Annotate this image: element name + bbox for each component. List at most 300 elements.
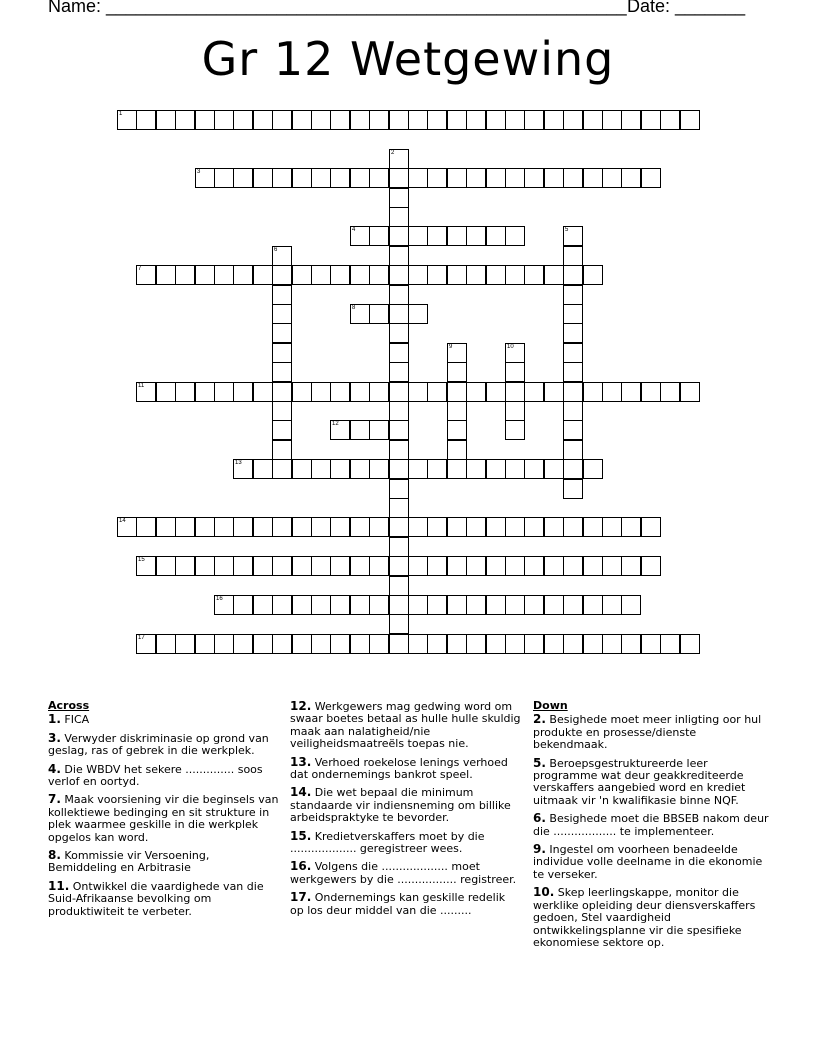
crossword-cell[interactable] [602,595,622,615]
crossword-cell[interactable] [272,634,292,654]
crossword-cell[interactable] [253,517,273,537]
crossword-cell[interactable] [369,110,389,130]
crossword-cell[interactable] [233,634,253,654]
crossword-cell[interactable] [389,420,409,440]
crossword-cell[interactable] [447,459,467,479]
crossword-cell[interactable] [175,382,195,402]
crossword-cell[interactable] [544,556,564,576]
crossword-cell[interactable] [136,110,156,130]
crossword-cell[interactable] [427,226,447,246]
crossword-cell[interactable] [330,459,350,479]
crossword-cell[interactable] [214,382,234,402]
crossword-cell[interactable] [563,556,583,576]
crossword-cell[interactable] [292,265,312,285]
crossword-cell[interactable] [389,537,409,557]
crossword-cell[interactable] [486,517,506,537]
crossword-cell[interactable] [505,459,525,479]
crossword-cell[interactable] [486,382,506,402]
crossword-cell[interactable] [583,110,603,130]
crossword-cell[interactable] [389,246,409,266]
crossword-cell[interactable] [311,556,331,576]
crossword-cell[interactable] [447,362,467,382]
crossword-cell[interactable] [544,595,564,615]
crossword-cell[interactable] [350,110,370,130]
crossword-cell[interactable] [563,285,583,305]
crossword-cell[interactable] [427,265,447,285]
crossword-cell[interactable] [466,226,486,246]
crossword-cell[interactable] [253,168,273,188]
crossword-cell[interactable] [486,595,506,615]
crossword-cell[interactable] [272,323,292,343]
crossword-cell[interactable] [292,459,312,479]
crossword-cell[interactable] [214,110,234,130]
crossword-cell[interactable] [563,362,583,382]
crossword-cell[interactable] [330,556,350,576]
crossword-cell[interactable] [408,595,428,615]
crossword-cell[interactable] [563,517,583,537]
crossword-cell[interactable] [330,517,350,537]
crossword-cell[interactable] [486,265,506,285]
crossword-cell[interactable] [233,556,253,576]
crossword-cell[interactable] [195,634,215,654]
crossword-cell[interactable] [253,110,273,130]
crossword-cell[interactable] [621,517,641,537]
crossword-cell[interactable] [680,382,700,402]
crossword-cell[interactable] [330,595,350,615]
crossword-cell[interactable] [466,459,486,479]
crossword-cell[interactable] [583,517,603,537]
crossword-cell[interactable] [447,382,467,402]
crossword-cell[interactable] [427,595,447,615]
crossword-cell[interactable] [563,401,583,421]
crossword-cell[interactable] [486,226,506,246]
crossword-cell[interactable] [369,459,389,479]
crossword-cell[interactable] [369,595,389,615]
crossword-cell[interactable] [505,110,525,130]
crossword-cell[interactable] [350,168,370,188]
crossword-cell[interactable] [272,556,292,576]
crossword-cell[interactable] [389,614,409,634]
crossword-cell[interactable] [389,556,409,576]
crossword-cell[interactable] [621,634,641,654]
crossword-cell[interactable] [621,110,641,130]
crossword-cell[interactable] [427,556,447,576]
crossword-cell[interactable] [233,459,253,479]
crossword-cell[interactable] [641,556,661,576]
crossword-cell[interactable] [389,110,409,130]
crossword-cell[interactable] [253,265,273,285]
crossword-cell[interactable] [272,343,292,363]
crossword-cell[interactable] [253,634,273,654]
crossword-cell[interactable] [369,556,389,576]
crossword-cell[interactable] [233,517,253,537]
crossword-cell[interactable] [583,265,603,285]
crossword-cell[interactable] [175,634,195,654]
crossword-cell[interactable] [505,362,525,382]
crossword-cell[interactable] [389,168,409,188]
crossword-cell[interactable] [292,556,312,576]
crossword-cell[interactable] [447,556,467,576]
crossword-cell[interactable] [524,634,544,654]
crossword-cell[interactable] [641,382,661,402]
crossword-cell[interactable] [563,168,583,188]
crossword-cell[interactable] [447,517,467,537]
crossword-cell[interactable] [195,517,215,537]
crossword-cell[interactable] [156,556,176,576]
clue-number: 5 [565,227,569,233]
crossword-cell[interactable] [117,517,137,537]
crossword-cell[interactable] [311,382,331,402]
crossword-cell[interactable] [408,634,428,654]
crossword-cell[interactable] [350,517,370,537]
crossword-cell[interactable] [447,226,467,246]
crossword-cell[interactable] [195,168,215,188]
crossword-cell[interactable] [233,168,253,188]
crossword-cell[interactable] [660,382,680,402]
crossword-cell[interactable] [389,517,409,537]
crossword-cell[interactable] [447,440,467,460]
crossword-cell[interactable] [214,517,234,537]
crossword-cell[interactable] [544,517,564,537]
crossword-cell[interactable] [156,110,176,130]
crossword-cell[interactable] [175,556,195,576]
crossword-cell[interactable] [447,420,467,440]
crossword-cell[interactable] [660,110,680,130]
crossword-cell[interactable] [544,110,564,130]
crossword-cell[interactable] [544,382,564,402]
crossword-cell[interactable] [311,265,331,285]
crossword-cell[interactable] [369,168,389,188]
crossword-cell[interactable] [563,420,583,440]
crossword-cell[interactable] [505,168,525,188]
crossword-cell[interactable] [544,459,564,479]
crossword-cell[interactable] [563,382,583,402]
crossword-cell[interactable] [389,440,409,460]
crossword-cell[interactable] [641,517,661,537]
crossword-cell[interactable] [524,459,544,479]
crossword-cell[interactable] [272,595,292,615]
crossword-cell[interactable] [408,168,428,188]
crossword-cell[interactable] [311,634,331,654]
crossword-cell[interactable] [466,556,486,576]
crossword-cell[interactable] [330,110,350,130]
crossword-cell[interactable] [505,420,525,440]
crossword-cell[interactable] [272,168,292,188]
crossword-cell[interactable] [563,634,583,654]
crossword-cell[interactable] [602,110,622,130]
crossword-cell[interactable] [389,343,409,363]
crossword-cell[interactable] [486,168,506,188]
crossword-cell[interactable] [117,110,137,130]
crossword-cell[interactable] [389,207,409,227]
crossword-cell[interactable] [292,595,312,615]
crossword-cell[interactable] [641,168,661,188]
crossword-cell[interactable] [292,168,312,188]
crossword-cell[interactable] [350,265,370,285]
clue-item [290,700,522,751]
crossword-cell[interactable] [486,459,506,479]
crossword-cell[interactable] [505,265,525,285]
crossword-cell[interactable] [389,382,409,402]
crossword-cell[interactable] [272,382,292,402]
crossword-cell[interactable] [389,285,409,305]
crossword-cell[interactable] [544,168,564,188]
crossword-cell[interactable] [272,362,292,382]
crossword-cell[interactable] [369,226,389,246]
crossword-cell[interactable] [272,304,292,324]
crossword-cell[interactable] [602,517,622,537]
crossword-cell[interactable] [408,265,428,285]
crossword-cell[interactable] [214,634,234,654]
crossword-cell[interactable] [195,265,215,285]
crossword-cell[interactable] [408,304,428,324]
crossword-cell[interactable] [330,420,350,440]
crossword-cell[interactable] [505,401,525,421]
crossword-cell[interactable] [602,556,622,576]
crossword-cell[interactable] [505,382,525,402]
clue-number: 16 [216,596,223,602]
crossword-cell[interactable] [214,168,234,188]
crossword-cell[interactable] [175,265,195,285]
crossword-cell[interactable] [427,517,447,537]
crossword-cell[interactable] [602,382,622,402]
crossword-cell[interactable] [427,382,447,402]
crossword-cell[interactable] [292,382,312,402]
crossword-cell[interactable] [563,459,583,479]
crossword-cell[interactable] [311,459,331,479]
crossword-cell[interactable] [486,110,506,130]
crossword-cell[interactable] [350,459,370,479]
crossword-cell[interactable] [389,149,409,169]
crossword-cell[interactable] [447,168,467,188]
crossword-cell[interactable] [544,634,564,654]
crossword-cell[interactable] [369,382,389,402]
crossword-cell[interactable] [563,246,583,266]
crossword-cell[interactable] [214,556,234,576]
crossword-cell[interactable] [408,226,428,246]
crossword-cell[interactable] [233,265,253,285]
crossword-cell[interactable] [233,382,253,402]
crossword-cell[interactable] [389,401,409,421]
crossword-cell[interactable] [292,634,312,654]
crossword-cell[interactable] [466,634,486,654]
crossword-cell[interactable] [408,382,428,402]
crossword-cell[interactable] [621,556,641,576]
crossword-cell[interactable] [466,517,486,537]
crossword-cell[interactable] [369,634,389,654]
crossword-cell[interactable] [389,362,409,382]
crossword-cell[interactable] [369,304,389,324]
crossword-cell[interactable] [369,265,389,285]
crossword-cell[interactable] [602,168,622,188]
crossword-cell[interactable] [466,110,486,130]
crossword-cell[interactable] [602,634,622,654]
crossword-cell[interactable] [505,595,525,615]
crossword-cell[interactable] [583,595,603,615]
crossword-cell[interactable] [311,595,331,615]
crossword-cell[interactable] [524,382,544,402]
crossword-cell[interactable] [311,517,331,537]
crossword-cell[interactable] [389,304,409,324]
crossword-cell[interactable] [563,304,583,324]
crossword-cell[interactable] [621,168,641,188]
crossword-cell[interactable] [156,517,176,537]
crossword-cell[interactable] [272,517,292,537]
crossword-cell[interactable] [408,110,428,130]
crossword-cell[interactable] [583,382,603,402]
crossword-cell[interactable] [272,401,292,421]
crossword-cell[interactable] [253,382,273,402]
crossword-cell[interactable] [272,420,292,440]
crossword-cell[interactable] [195,382,215,402]
crossword-cell[interactable] [408,556,428,576]
crossword-cell[interactable] [175,110,195,130]
crossword-cell[interactable] [563,479,583,499]
crossword-cell[interactable] [136,517,156,537]
crossword-cell[interactable] [136,634,156,654]
crossword-cell[interactable] [408,517,428,537]
crossword-cell[interactable] [466,382,486,402]
crossword-cell[interactable] [156,634,176,654]
crossword-cell[interactable] [505,226,525,246]
crossword-cell[interactable] [369,517,389,537]
crossword-cell[interactable] [447,634,467,654]
crossword-cell[interactable] [447,595,467,615]
crossword-cell[interactable] [524,265,544,285]
crossword-cell[interactable] [660,634,680,654]
crossword-cell[interactable] [272,246,292,266]
crossword-cell[interactable] [369,420,389,440]
crossword-cell[interactable] [136,382,156,402]
crossword-cell[interactable] [524,168,544,188]
crossword-cell[interactable] [214,595,234,615]
crossword-cell[interactable] [292,110,312,130]
crossword-cell[interactable] [350,420,370,440]
crossword-cell[interactable] [505,556,525,576]
crossword-cell[interactable] [583,634,603,654]
crossword-cell[interactable] [389,498,409,518]
crossword-cell[interactable] [524,110,544,130]
crossword-cell[interactable] [350,634,370,654]
crossword-cell[interactable] [136,265,156,285]
crossword-cell[interactable] [505,634,525,654]
crossword-cell[interactable] [272,440,292,460]
clue-number: 10 [507,344,514,350]
crossword-cell[interactable] [621,382,641,402]
crossword-cell[interactable] [505,517,525,537]
crossword-cell[interactable] [447,401,467,421]
crossword-cell[interactable] [447,343,467,363]
crossword-cell[interactable] [427,634,447,654]
crossword-cell[interactable] [175,517,195,537]
crossword-cell[interactable] [466,595,486,615]
clue-item-number: 1. [48,712,61,727]
crossword-cell[interactable] [292,517,312,537]
crossword-cell[interactable] [563,265,583,285]
crossword-cell[interactable] [427,110,447,130]
crossword-cell[interactable] [156,265,176,285]
crossword-cell[interactable] [486,556,506,576]
crossword-cell[interactable] [233,595,253,615]
crossword-cell[interactable] [621,595,641,615]
crossword-cell[interactable] [214,265,234,285]
crossword-cell[interactable] [563,440,583,460]
crossword-cell[interactable] [136,556,156,576]
crossword-cell[interactable] [486,634,506,654]
crossword-cell[interactable] [563,226,583,246]
crossword-cell[interactable] [350,595,370,615]
crossword-cell[interactable] [311,110,331,130]
crossword-cell[interactable] [272,285,292,305]
crossword-cell[interactable] [389,576,409,596]
crossword-cell[interactable] [330,168,350,188]
crossword-cell[interactable] [389,323,409,343]
crossword-cell[interactable] [583,459,603,479]
crossword-cell[interactable] [563,110,583,130]
crossword-cell[interactable] [272,459,292,479]
crossword-cell[interactable] [330,382,350,402]
crossword-cell[interactable] [253,556,273,576]
crossword-cell[interactable] [641,110,661,130]
crossword-cell[interactable] [253,459,273,479]
down-clue-list [533,713,773,949]
crossword-cell[interactable] [272,110,292,130]
crossword-cell[interactable] [524,517,544,537]
crossword-cell[interactable] [195,110,215,130]
crossword-cell[interactable] [563,595,583,615]
crossword-cell[interactable] [389,226,409,246]
crossword-cell[interactable] [389,595,409,615]
crossword-cell[interactable] [680,110,700,130]
crossword-cell[interactable] [389,634,409,654]
crossword-cell[interactable] [272,265,292,285]
crossword-cell[interactable] [408,459,428,479]
crossword-cell[interactable] [195,556,215,576]
crossword-cell[interactable] [389,459,409,479]
crossword-cell[interactable] [680,634,700,654]
crossword-cell[interactable] [427,459,447,479]
crossword-cell[interactable] [447,265,467,285]
crossword-cell[interactable] [389,479,409,499]
crossword-cell[interactable] [466,168,486,188]
crossword-cell[interactable] [350,382,370,402]
crossword-cell[interactable] [563,323,583,343]
crossword-cell[interactable] [466,265,486,285]
crossword-cell[interactable] [311,168,331,188]
crossword-cell[interactable] [389,188,409,208]
crossword-cell[interactable] [253,595,273,615]
crossword-cell[interactable] [350,226,370,246]
crossword-cell[interactable] [505,343,525,363]
crossword-cell[interactable] [583,168,603,188]
crossword-cell[interactable] [330,265,350,285]
crossword-cell[interactable] [330,634,350,654]
crossword-cell[interactable] [563,343,583,363]
crossword-cell[interactable] [350,304,370,324]
crossword-cell[interactable] [524,595,544,615]
crossword-cell[interactable] [641,634,661,654]
crossword-cell[interactable] [233,110,253,130]
crossword-cell[interactable] [427,168,447,188]
clue-item-text: Ingestel om voorheen benadeelde individue volle deelname in die ekonomie te verseker. [533,843,763,881]
crossword-cell[interactable] [583,556,603,576]
crossword-cell[interactable] [389,265,409,285]
crossword-cell[interactable] [524,556,544,576]
crossword-cell[interactable] [156,382,176,402]
crossword-cell[interactable] [544,265,564,285]
crossword-cell[interactable] [350,556,370,576]
crossword-cell[interactable] [447,110,467,130]
